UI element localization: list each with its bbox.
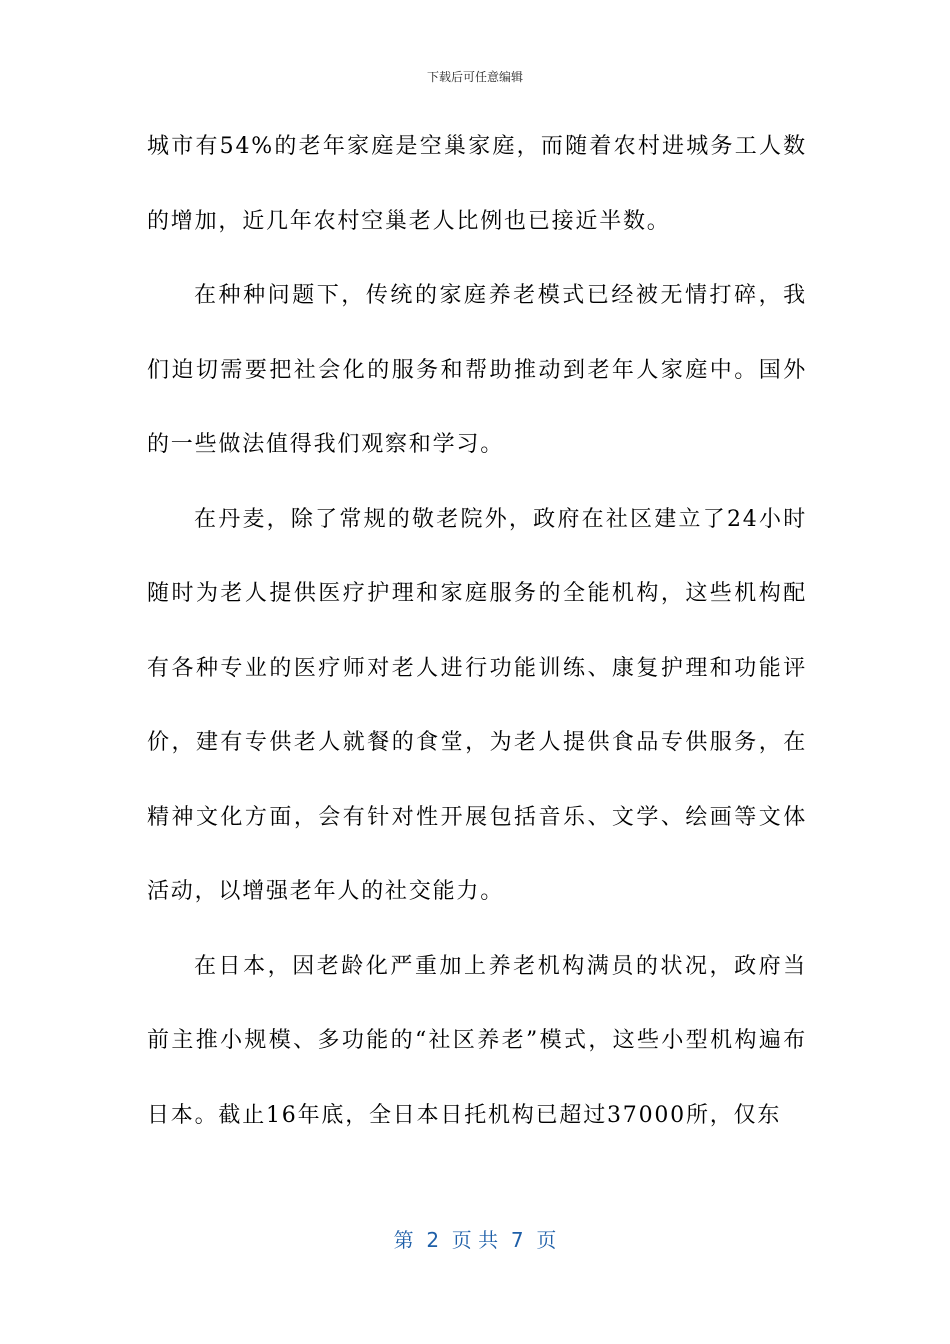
page-header: 下载后可任意编辑 (426, 70, 523, 84)
paragraph-4: 在日本，因老龄化严重加上养老机构满员的状况，政府当前主推小规模、多功能的“社区养老”模式，这些小型机构遍布日本。截止16年底，全日本日托机构已超过37000所，仅东 (147, 953, 807, 1128)
paragraph-3: 在丹麦，除了常规的敬老院外，政府在社区建立了24小时随时为老人提供医疗护理和家庭服务的全能机构，这些机构配有各种专业的医疗师对老人进行功能训练、康复护理和功能评价，建有专供老人就餐的食堂，为老人提供食品专供服务，在精神文化方面，会有针对性开展包括音乐、文学、绘画等文体活动，以增强老年人的社交能力。 (147, 506, 807, 904)
page-number-footer: 第 2 页 共 7 页 (393, 1228, 557, 1252)
paragraph-2: 在种种问题下，传统的家庭养老模式已经被无情打碎，我们迫切需要把社会化的服务和帮助推动到老年人家庭中。国外的一些做法值得我们观察和学习。 (147, 283, 807, 457)
document-body (147, 110, 807, 1153)
paragraph-1: 城市有54%的老年家庭是空巢家庭，而随着农村进城务工人数的增加，近几年农村空巢老人比例也已接近半数。 (147, 134, 807, 234)
